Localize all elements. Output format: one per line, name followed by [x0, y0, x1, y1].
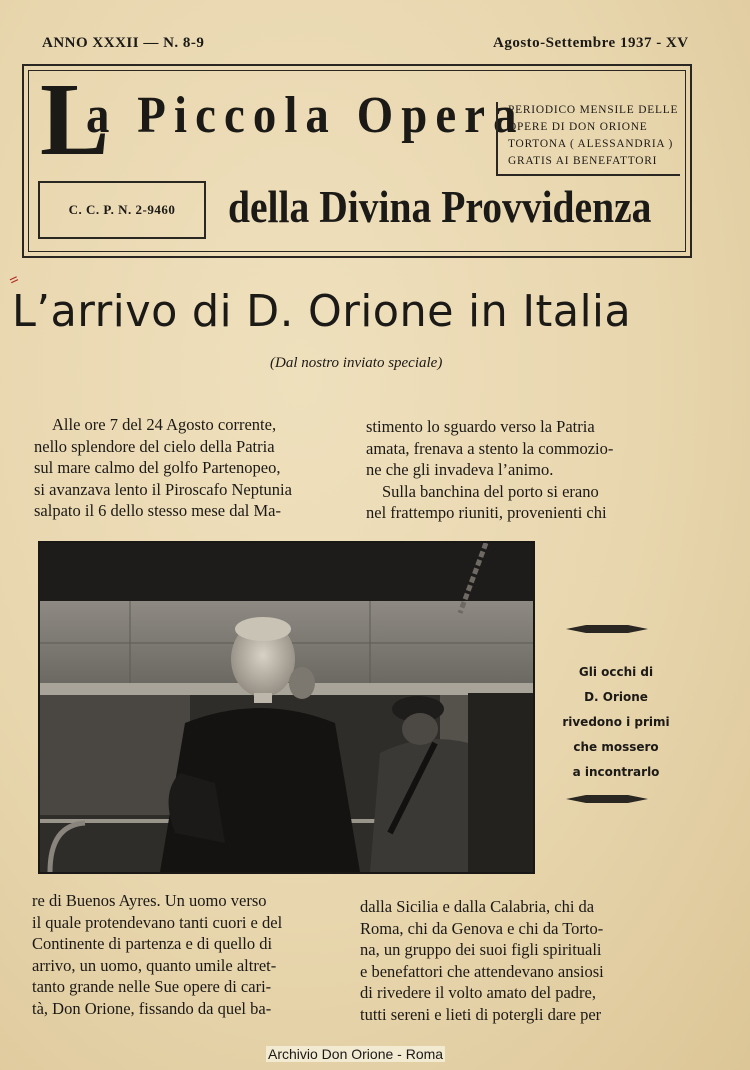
text-line: arrivo, un uomo, quanto umile altret- [32, 955, 277, 975]
caption-line: D. Orione [584, 690, 648, 704]
info-line: TORTONA ( ALESSANDRIA ) [508, 138, 674, 150]
text-line: tanto grande nelle Sue opere di cari- [32, 977, 272, 996]
text-line: nello splendore del cielo della Patria [34, 436, 275, 456]
text-line: Continente di partenza e di quello di [32, 934, 273, 953]
text-line: salpato il 6 dello stesso mese dal Ma- [34, 501, 281, 520]
text-line: si avanzava lento il Piroscafo Neptunia [34, 479, 292, 499]
masthead [22, 64, 692, 258]
masthead-title-line1: a Piccola Opera [86, 87, 525, 144]
article-headline: L’arrivo di D. Orione in Italia [12, 286, 632, 337]
text-line: di rivedere il volto amato del padre, [360, 983, 596, 1002]
info-line: PERIODICO MENSILE DELLE [508, 104, 679, 116]
info-line: GRATIS AI BENEFATTORI [508, 155, 658, 167]
ornament-divider-icon [566, 624, 648, 634]
info-line: OPERE DI DON ORIONE [508, 121, 648, 133]
text-line: Roma, chi da Genova e chi da Torto- [360, 918, 604, 938]
issue-number: ANNO XXXII — N. 8-9 [42, 35, 205, 51]
caption-line: rivedono i primi [562, 715, 670, 729]
photo-illustration [40, 543, 533, 872]
red-pencil-mark: = [6, 270, 23, 291]
article-subhead: (Dal nostro inviato speciale) [270, 355, 443, 371]
photo-caption [556, 660, 676, 785]
text-line: tà, Don Orione, fissando da quel ba- [32, 998, 272, 1018]
article-column-1 [34, 414, 330, 522]
text-line: sul mare calmo del golfo Partenopeo, [34, 458, 281, 477]
text-line: Alle ore 7 del 24 Agosto corrente, [52, 415, 277, 434]
text-line: stimento lo sguardo verso la Patria [366, 417, 595, 436]
masthead-initial: L [40, 62, 110, 177]
masthead-title-line2: della Divina Provvidenza [228, 181, 652, 232]
text-line: tutti sereni e lieti di potergli dare per [360, 1004, 602, 1024]
text-line: na, un gruppo dei suoi figli spirituali [360, 940, 602, 959]
text-line: il quale protendevano tanti cuori e del [32, 912, 283, 932]
text-line: Sulla banchina del porto si erano [382, 481, 599, 501]
text-line: e benefattori che attendevano ansiosi [360, 961, 604, 981]
archive-footer: Archivio Don Orione - Roma [268, 1046, 444, 1062]
issue-date: Agosto-Settembre 1937 - XV [493, 35, 689, 51]
caption-line: che mossero [573, 740, 659, 754]
ornament-divider-icon [566, 794, 648, 804]
text-line: dalla Sicilia e dalla Calabria, chi da [360, 897, 595, 916]
text-line: amata, frenava a stento la commozio- [366, 438, 614, 458]
photo-don-orione-on-ship [38, 541, 535, 874]
article-column-4 [360, 896, 656, 1025]
article-column-2 [366, 416, 662, 524]
postal-account-box: C. C. P. N. 2-9460 [38, 181, 206, 239]
caption-line: Gli occhi di [578, 665, 654, 679]
text-line: nel frattempo riuniti, provenienti chi [366, 503, 607, 522]
article-column-3 [32, 890, 328, 1019]
text-line: ne che gli invadeva l’animo. [366, 460, 554, 479]
text-line: re di Buenos Ayres. Un uomo verso [32, 891, 267, 910]
masthead-info-box [496, 102, 680, 176]
caption-line: a incontrarlo [572, 765, 660, 779]
